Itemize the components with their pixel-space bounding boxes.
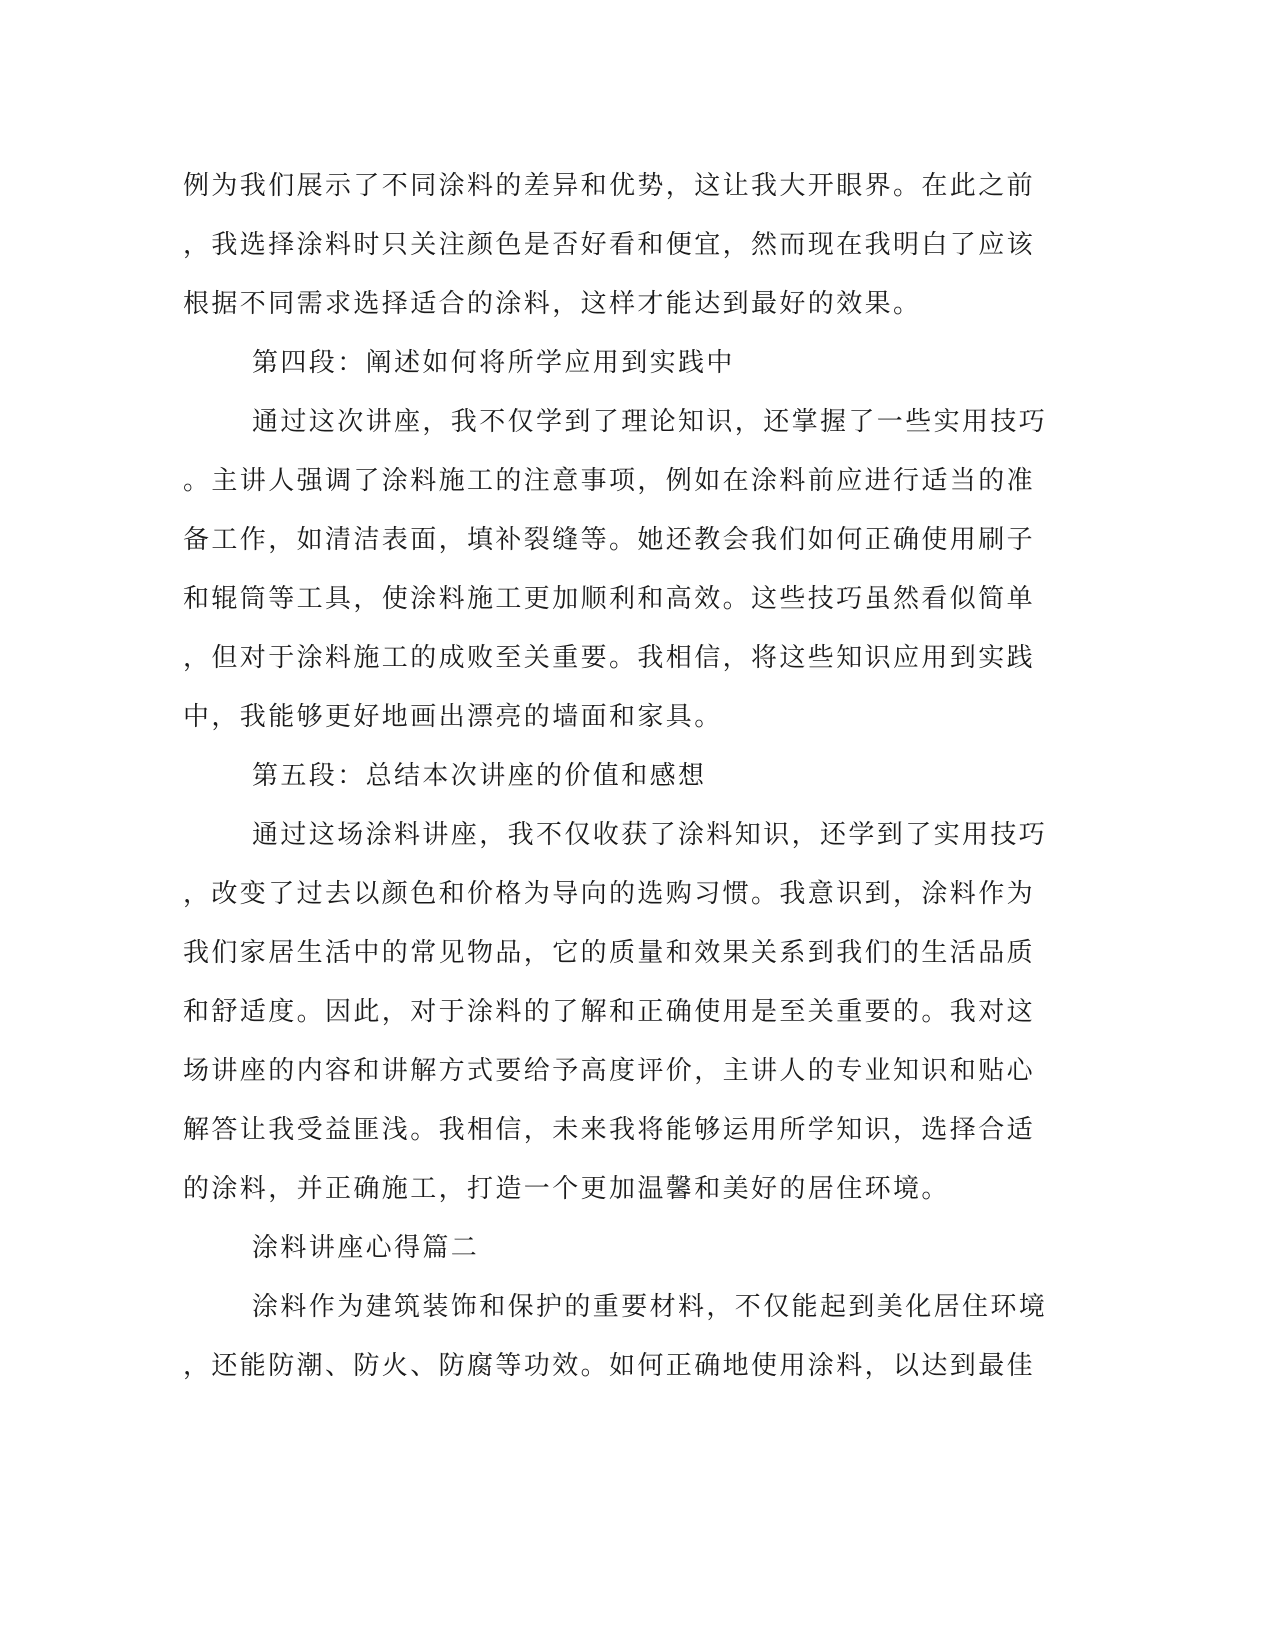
text-line: 中，我能够更好地画出漂亮的墙面和家具。 — [183, 702, 723, 732]
text-line: 场讲座的内容和讲解方式要给予高度评价，主讲人的专业知识和贴心 — [183, 1056, 1036, 1086]
text-line: ，我选择涂料时只关注颜色是否好看和便宜，然而现在我明白了应该 — [183, 230, 1036, 260]
text-line: 和辊筒等工具，使涂料施工更加顺利和高效。这些技巧虽然看似简单 — [183, 584, 1036, 614]
text-line: 和舒适度。因此，对于涂料的了解和正确使用是至关重要的。我对这 — [183, 997, 1036, 1027]
section-heading: 第五段：总结本次讲座的价值和感想 — [252, 761, 707, 791]
text-line: ，还能防潮、防火、防腐等功效。如何正确地使用涂料，以达到最佳 — [183, 1351, 1036, 1381]
text-line: 。主讲人强调了涂料施工的注意事项，例如在涂料前应进行适当的准 — [183, 466, 1036, 496]
text-line: 通过这场涂料讲座，我不仅收获了涂料知识，还学到了实用技巧 — [252, 820, 1048, 850]
text-line: 例为我们展示了不同涂料的差异和优势，这让我大开眼界。在此之前 — [183, 171, 1036, 201]
text-line: 涂料作为建筑装饰和保护的重要材料，不仅能起到美化居住环境 — [252, 1292, 1048, 1322]
text-line: 备工作，如清洁表面，填补裂缝等。她还教会我们如何正确使用刷子 — [183, 525, 1036, 555]
text-line: 通过这次讲座，我不仅学到了理论知识，还掌握了一些实用技巧 — [252, 407, 1048, 437]
text-line: 解答让我受益匪浅。我相信，未来我将能够运用所学知识，选择合适 — [183, 1115, 1036, 1145]
text-line: 的涂料，并正确施工，打造一个更加温馨和美好的居住环境。 — [183, 1174, 950, 1204]
section-heading: 第四段：阐述如何将所学应用到实践中 — [252, 348, 735, 378]
text-line: 根据不同需求选择适合的涂料，这样才能达到最好的效果。 — [183, 289, 922, 319]
article-title: 涂料讲座心得篇二 — [252, 1233, 480, 1263]
document-body — [183, 157, 1048, 1396]
text-line: ，改变了过去以颜色和价格为导向的选购习惯。我意识到，涂料作为 — [183, 879, 1036, 909]
text-line: 我们家居生活中的常见物品，它的质量和效果关系到我们的生活品质 — [183, 938, 1036, 968]
text-line: ，但对于涂料施工的成败至关重要。我相信，将这些知识应用到实践 — [183, 643, 1036, 673]
